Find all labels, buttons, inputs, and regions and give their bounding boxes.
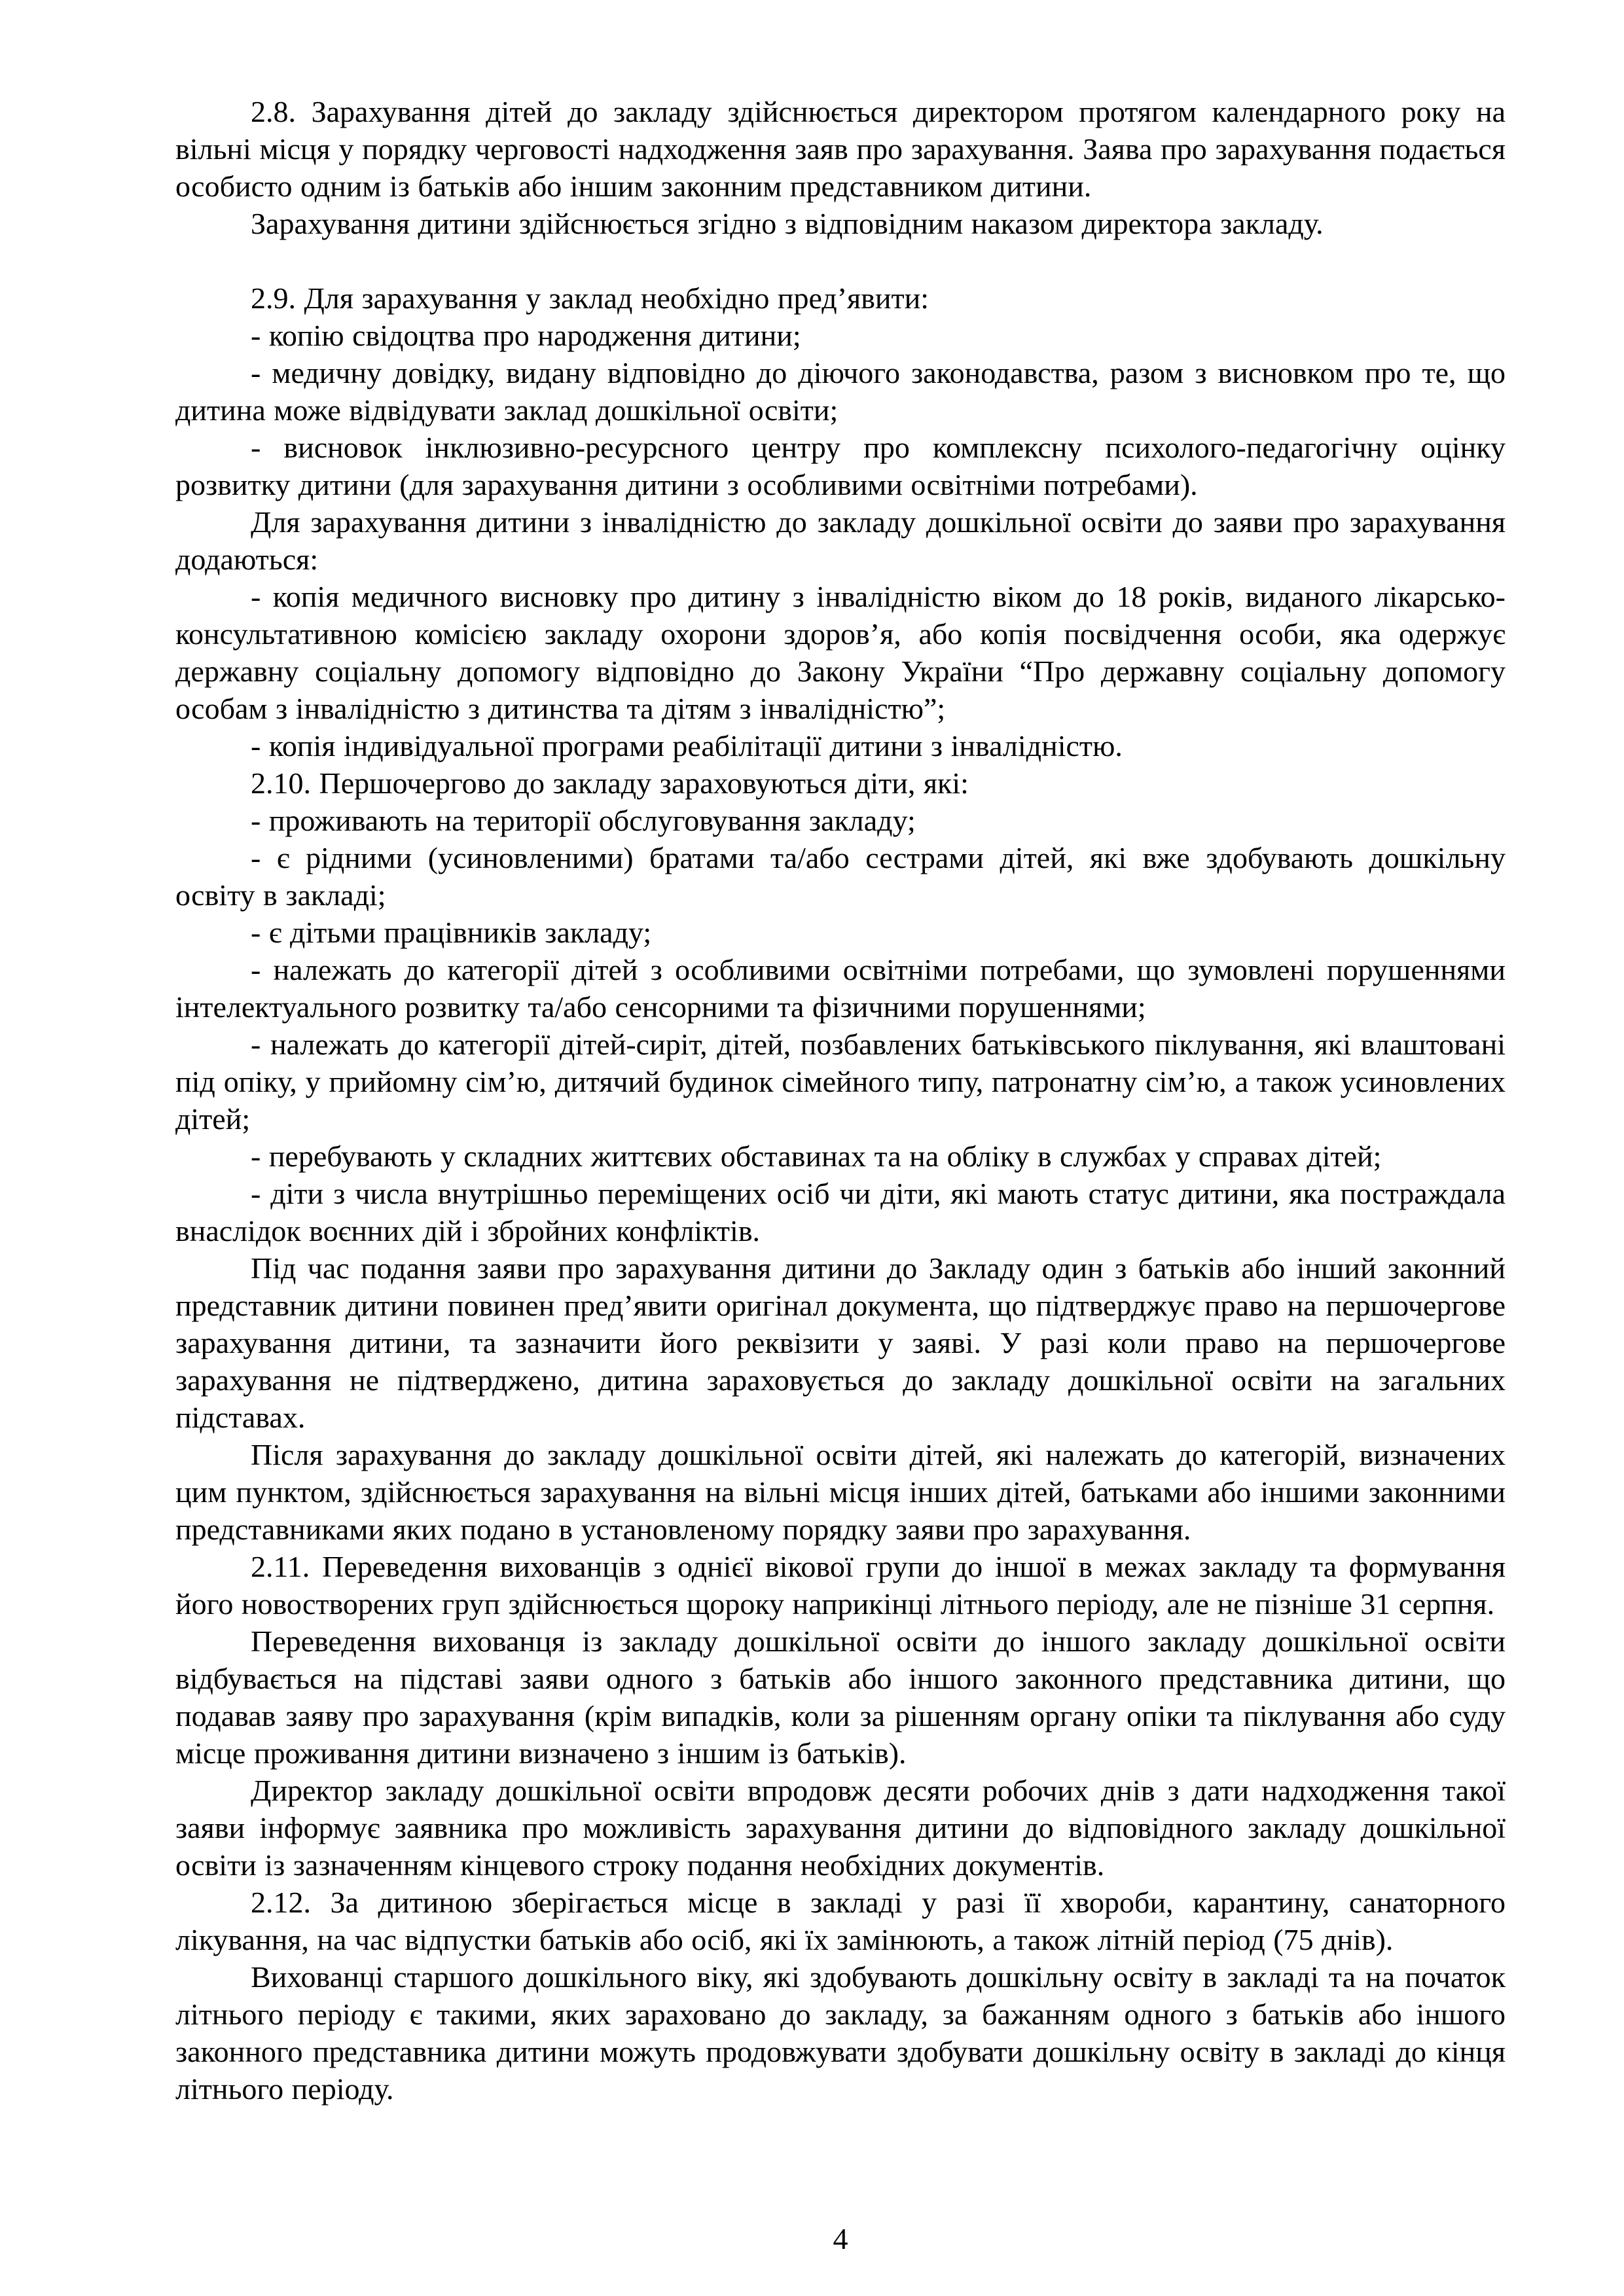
paragraph: - медичну довідку, видану відповідно до діючого законодавства, разом з висновком про те, що дитина може відвідувати заклад дошкільної освіти; — [175, 356, 1506, 427]
paragraph: - проживають на території обслуговування закладу; — [251, 804, 916, 837]
document-body — [175, 93, 1506, 2108]
paragraph: - належать до категорії дітей-сиріт, дітей, позбавлених батьківського піклування, які влаштовані під опіку, у прийомну сім’ю, дитячий будинок сімейного типу, патронатну сім’ю, а також усиновлених дітей; — [175, 1028, 1506, 1136]
paragraph: 2.8. Зарахування дітей до закладу здійснюється директором протягом календарного року на вільні місця у порядку черговості надходження заяв про зарахування. Заява про зарахування подається особисто одним із батьків або іншим законним представником дитини. — [175, 95, 1506, 203]
paragraph: - є рідними (усиновленими) братами та/або сестрами дітей, які вже здобувають дошкільну освіту в закладі; — [175, 841, 1506, 912]
paragraph: Директор закладу дошкільної освіти впродовж десяти робочих днів з дати надходження такої заяви інформує заявника про можливість зарахування дитини до відповідного закладу дошкільної освіти із зазначенням кінцевого строку подання необхідних документів. — [175, 1774, 1506, 1882]
paragraph: - діти з числа внутрішньо переміщених осіб чи діти, які мають статус дитини, яка постраждала внаслідок воєнних дій і збройних конфліктів. — [175, 1177, 1506, 1247]
paragraph: Зарахування дитини здійснюється згідно з відповідним наказом директора закладу. — [251, 207, 1324, 240]
paragraph: - є дітьми працівників закладу; — [251, 916, 652, 949]
paragraph: - перебувають у складних життєвих обставинах та на обліку в службах у справах дітей; — [251, 1139, 1382, 1173]
paragraph: - копія медичного висновку про дитину з інвалідністю віком до 18 років, виданого лікарсько-консультативною комісією закладу охорони здоров’я, або копія посвідчення особи, яка одержує державну соціальну допомогу відповідно до Закону України “Про державну соціальну допомогу особам з інвалідністю з дитинства та дітям з інвалідністю”; — [175, 580, 1506, 725]
paragraph: Під час подання заяви про зарахування дитини до Закладу один з батьків або інший законний представник дитини повинен пред’явити оригінал документа, що підтверджує право на першочергове зарахування дитини, та зазначити його реквізити у заяві. У разі коли право на першочергове зарахування не підтверджено, дитина зараховується до закладу дошкільної освіти на загальних підставах. — [175, 1251, 1506, 1434]
paragraph: Після зарахування до закладу дошкільної освіти дітей, які належать до категорій, визначених цим пунктом, здійснюється зарахування на вільні місця інших дітей, батьками або іншими законними представниками яких подано в установленому порядку заяви про зарахування. — [175, 1438, 1506, 1546]
paragraph: - висновок інклюзивно-ресурсного центру про комплексну психолого-педагогічну оцінку розвитку дитини (для зарахування дитини з особливими освітніми потребами). — [175, 431, 1506, 501]
paragraph: Для зарахування дитини з інвалідністю до закладу дошкільної освіти до заяви про зарахування додаються: — [175, 505, 1506, 576]
paragraph: 2.10. Першочергово до закладу зараховуються діти, які: — [251, 766, 969, 800]
paragraph: 2.11. Переведення вихованців з однієї вікової групи до іншої в межах закладу та формування його новостворених груп здійснюється щороку наприкінці літнього періоду, але не пізніше 31 серпня. — [175, 1550, 1506, 1621]
paragraph: - копія індивідуальної програми реабілітації дитини з інвалідністю. — [251, 729, 1123, 762]
page-number: 4 — [833, 2222, 848, 2255]
paragraph: - копію свідоцтва про народження дитини; — [251, 319, 801, 352]
paragraph: 2.9. Для зарахування у заклад необхідно пред’явити: — [251, 281, 929, 315]
paragraph: Переведення вихованця із закладу дошкільної освіти до іншого закладу дошкільної освіти відбувається на підставі заяви одного з батьків або іншого законного представника дитини, що подавав заяву про зарахування (крім випадків, коли за рішенням органу опіки та піклування або суду місце проживання дитини визначено з іншим із батьків). — [175, 1624, 1506, 1770]
paragraph: Вихованці старшого дошкільного віку, які здобувають дошкільну освіту в закладі та на початок літнього періоду є такими, яких зараховано до закладу, за бажанням одного з батьків або іншого законного представника дитини можуть продовжувати здобувати дошкільну освіту в закладі до кінця літнього періоду. — [175, 1960, 1506, 2106]
paragraph: 2.12. За дитиною зберігається місце в закладі у разі її хвороби, карантину, санаторного лікування, на час відпустки батьків або осіб, які їх замінюють, а також літній період (75 днів). — [175, 1886, 1506, 1956]
paragraph: - належать до категорії дітей з особливими освітніми потребами, що зумовлені порушеннями інтелектуального розвитку та/або сенсорними та фізичними порушеннями; — [175, 953, 1506, 1024]
